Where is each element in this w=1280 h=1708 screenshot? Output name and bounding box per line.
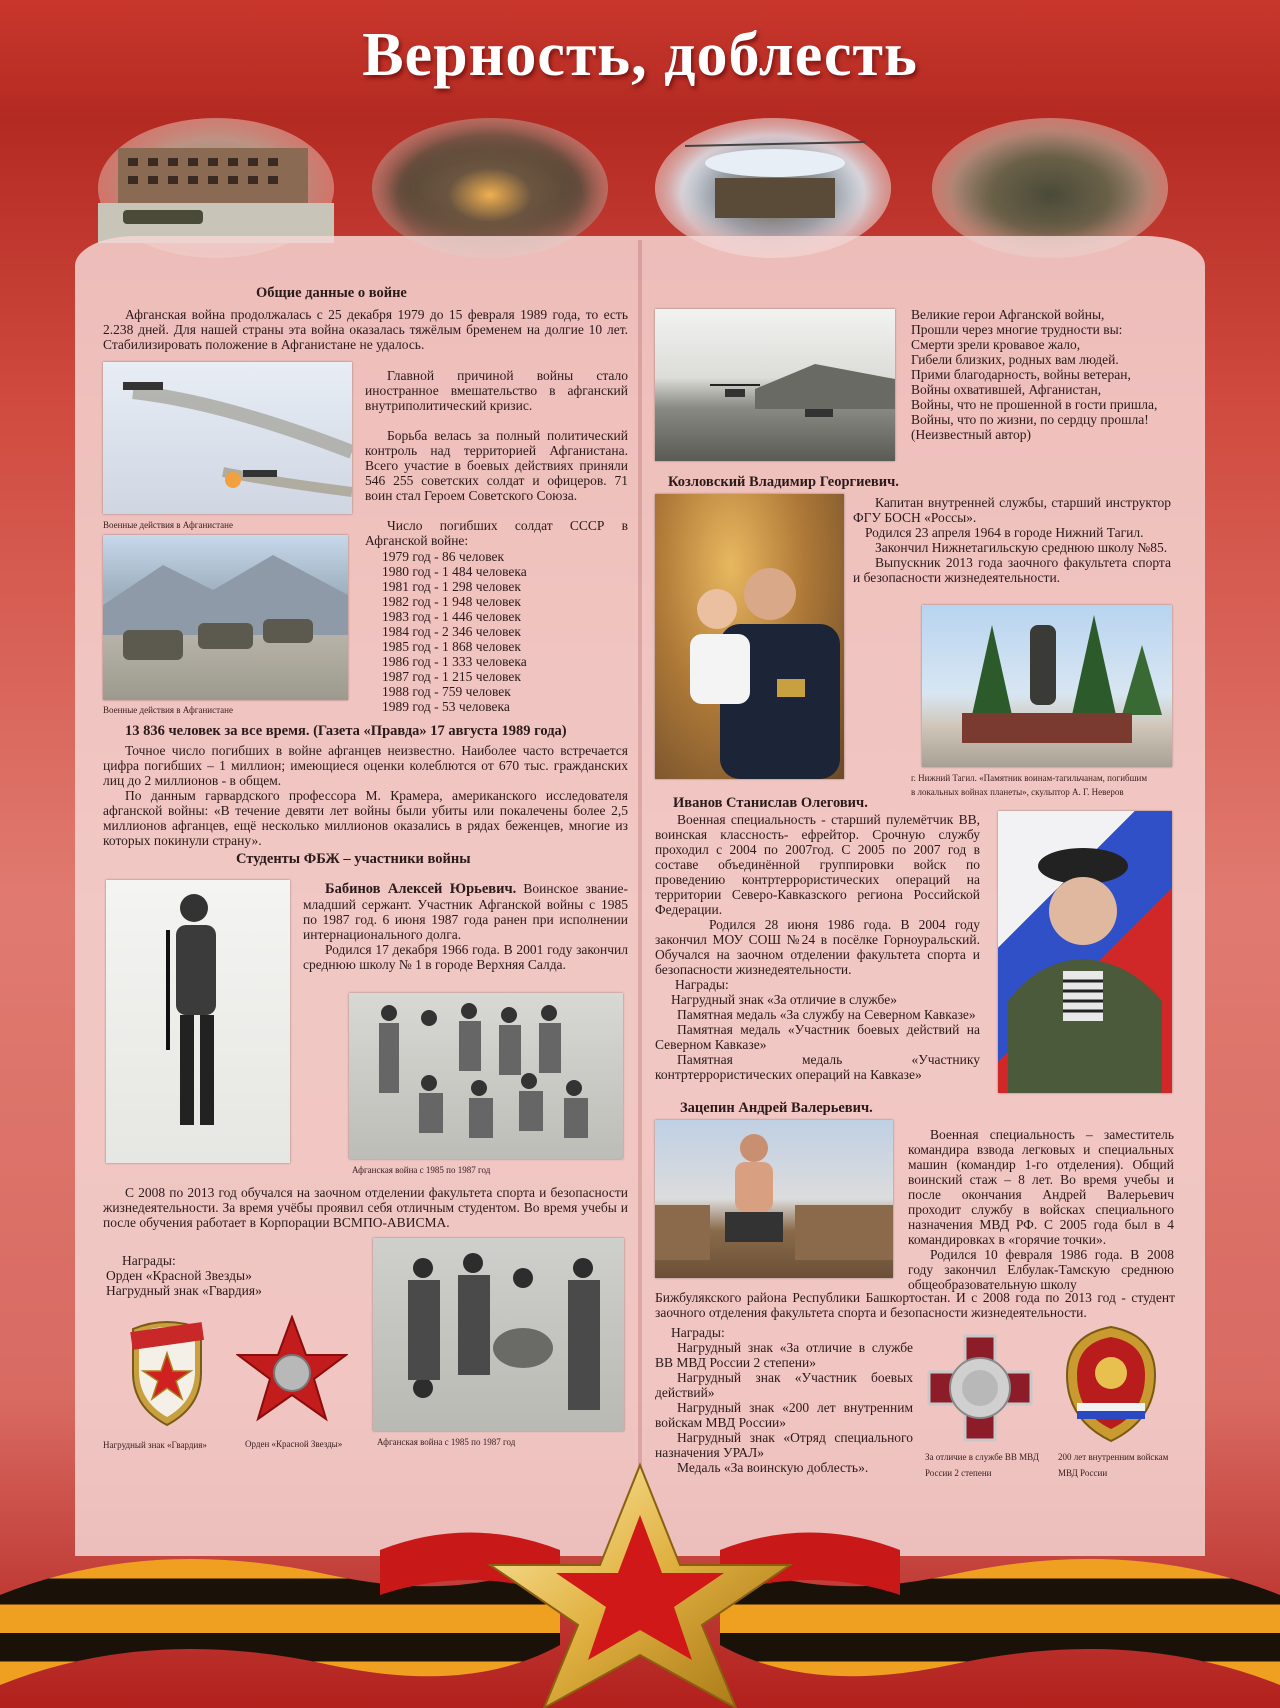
zatsepin-award-3: Нагрудный знак «200 лет внутренним войскам МВД России»	[655, 1400, 913, 1430]
babinov-block	[303, 881, 628, 972]
students-heading: Студенты ФБЖ – участники войны	[236, 851, 471, 867]
total-heading: 13 836 человек за все время. (Газета «Правда» 17 августа 1989 года)	[125, 723, 567, 739]
deaths-item: 1984 год - 2 346 человек	[382, 624, 521, 639]
deaths-item: 1979 год - 86 человек	[382, 549, 505, 564]
photo-monument	[922, 605, 1172, 767]
general-text: Афганская война продолжалась с 25 декабря 1979 до 15 февраля 1989 года, то есть 2.238 дней. Для нашей страны эта война оказалась тяжёлым бременем на долгие 10 лет. Стабилизировать положение в Афганистане не удалось.	[103, 307, 628, 352]
group2-caption: Афганская война с 1985 по 1987 год	[377, 1437, 516, 1447]
badge-star-caption: Орден «Красной Звезды»	[245, 1439, 343, 1449]
photo-ivanov	[998, 811, 1172, 1093]
st-george-ribbon-decoration	[0, 1455, 1280, 1708]
page-title: Верность, доблесть	[362, 21, 918, 89]
ivanov-text-2: Родился 28 июня 1986 года. В 2004 году закончил МОУ СОШ №24 в посёлке Горноуральский. Обучался на заочном отделении факультета спорта и безопасности жизнедеятельности.	[655, 917, 980, 977]
ivanov-text-1: Военная специальность - старший пулемётчик ВВ, воинская классность- ефрейтор. Срочную службу проходил с 2004 по 2007год. С 2005 по 2007 год в составе объединённой группировки войск по проведению контртеррористических операций на территории Северо-Кавказского региона Российской Федерации.	[655, 812, 980, 917]
zatsepin-award-2: Нагрудный знак «Участник боевых действий»	[655, 1370, 913, 1400]
deaths-item: 1981 год - 1 298 человек	[382, 579, 521, 594]
poem	[911, 307, 1191, 442]
ivanov-award-3: Памятная медаль «Участник боевых действий на Северном Кавказе»	[655, 1022, 980, 1052]
kozlovsky-text-2: Родился 23 апреля 1964 в городе Нижний Тагил.	[865, 525, 1144, 540]
red-star-order-icon	[236, 1315, 348, 1427]
babinov-text-2: Родился 17 декабря 1966 года. В 2001 году закончил среднюю школу № 1 в городе Верхняя Салда.	[303, 942, 628, 972]
group-caption: Афганская война с 1985 по 1987 год	[352, 1165, 491, 1175]
kozlovsky-text-3: Закончил Нижнетагильскую среднюю школу №85.	[875, 540, 1168, 555]
deaths-item: 1980 год - 1 484 человека	[382, 564, 527, 579]
deaths-item: 1986 год - 1 333 человека	[382, 654, 527, 669]
guard-badge-icon	[123, 1315, 211, 1427]
zatsepin-text-3: Бижбулякского района Республики Башкортостан. И с 2008 года по 2013 год - студент заочного отделения факультета спорта и безопасности жизнедеятельности.	[655, 1290, 1175, 1320]
deaths-item: 1988 год - 759 человек	[382, 684, 511, 699]
photo-babinov	[106, 880, 290, 1163]
poem-line: Войны, что по жизни, по сердцу прошла!	[911, 412, 1149, 427]
photo-zatsepin	[655, 1120, 893, 1278]
poem-line: Великие герои Афганской войны,	[911, 307, 1105, 322]
photo-group-donkey	[373, 1238, 624, 1431]
book-spine	[638, 240, 642, 1556]
deaths-item: 1985 год - 1 868 человек	[382, 639, 521, 654]
babinov-text-3: С 2008 по 2013 год обучался на заочном отделении факультета спорта и безопасности жизнедеятельности. За время учёбы проявил себя отличным студентом. Во время учебы и после обучения работает в Корпорации ВСМПО-АВИСМА.	[103, 1185, 628, 1230]
medal-1-caption-2: России 2 степени	[925, 1468, 992, 1478]
zatsepin-awards-label: Награды:	[671, 1325, 725, 1340]
poem-line: (Неизвестный автор)	[911, 427, 1031, 442]
ivanov-award-1: Нагрудный знак «За отличие в службе»	[671, 992, 897, 1007]
photo-caption-1: Военные действия в Афганистане	[103, 520, 233, 530]
zatsepin-block-1	[908, 1127, 1174, 1292]
photo-helicopters-attack	[103, 362, 352, 514]
badge-guard-caption: Нагрудный знак «Гвардия»	[103, 1440, 207, 1450]
babinov-text-1: Воинское звание- младший сержант. Участник Афганской войны с 1985 по 1987 год. 6 июня 1987 года ранен при исполнении интернационального долга.	[303, 881, 628, 942]
deaths-item: 1989 год - 53 человека	[382, 699, 510, 714]
monument-caption-1: г. Нижний Тагил. «Памятник воинам-тагильчанам, погибшим	[911, 773, 1148, 783]
ivanov-award-4: Памятная медаль «Участнику контртеррористических операций на Кавказе»	[655, 1052, 980, 1082]
medal-2-caption-2: МВД России	[1058, 1468, 1108, 1478]
photo-group-1985	[349, 993, 623, 1159]
deaths-intro: Число погибших солдат СССР в Афганской войне:	[365, 518, 628, 548]
total-text-2: По данным гарвардского профессора М. Крамера, американского исследователя афганской войны: «В течение девяти лет войны были убиты или покалечены более 2,5 миллионов афганцев, ещё несколько миллионов оказались в рядах беженцев, многие из которых покинули страну».	[103, 788, 628, 848]
anniversary-badge-icon	[1063, 1325, 1159, 1443]
cross-medal-icon	[925, 1332, 1035, 1444]
ivanov-name: Иванов Станислав Олегович.	[673, 795, 868, 811]
poem-line: Прими благодарность, войны ветеран,	[911, 367, 1131, 382]
poem-line: Смерти зрели кровавое жало,	[911, 337, 1081, 352]
award-2: Нагрудный знак «Гвардия»	[106, 1283, 262, 1298]
babinov-awards	[106, 1253, 346, 1298]
photo-armored-column	[103, 535, 348, 700]
zatsepin-award-4: Нагрудный знак «Отряд специального назначения УРАЛ»	[655, 1430, 913, 1460]
zatsepin-text-1: Военная специальность – заместитель командира взвода легковых и специальных машин (командир 1-го отделения). Общий воинский стаж – 8 лет. Во время учебы и после окончания Андрей Валерьевич проходит службу в войсках специального назначения МВД РФ. С 2005 года был в 4 командировках в «горячие точки».	[908, 1127, 1174, 1247]
kozlovsky-text-1: Капитан внутренней службы, старший инструктор ФГУ БОСН «Россы».	[853, 495, 1171, 525]
zatsepin-name: Зацепин Андрей Валерьевич.	[680, 1100, 873, 1116]
cause-text: Главной причиной войны стало иностранное вмешательство в афганский внутриполитический кризис.	[365, 368, 628, 413]
kozlovsky-block	[853, 495, 1171, 585]
zatsepin-award-5: Медаль «За воинскую доблесть».	[677, 1460, 869, 1475]
ivanov-awards-label: Награды:	[675, 977, 729, 992]
zatsepin-award-1: Нагрудный знак «За отличие в службе ВВ МВД России 2 степени»	[655, 1340, 913, 1370]
ivanov-block	[655, 812, 980, 1082]
deaths-item: 1987 год - 1 215 человек	[382, 669, 521, 684]
poem-line: Гибели близких, родных вам людей.	[911, 352, 1119, 367]
award-1: Орден «Красной Звезды»	[106, 1268, 252, 1283]
photo-helicopter-landing	[655, 309, 895, 461]
poem-line: Войны, что не прошенной в гости пришла,	[911, 397, 1158, 412]
ivanov-award-2: Памятная медаль «За службу на Северном Кавказе»	[677, 1007, 976, 1022]
deaths-item: 1982 год - 1 948 человек	[382, 594, 521, 609]
poem-line: Войны охватившей, Афганистан,	[911, 382, 1102, 397]
babinov-name: Бабинов Алексей Юрьевич.	[325, 881, 517, 897]
struggle-text: Борьба велась за полный политический контроль над территорией Афганистана. Всего участие в боевых действиях приняли 546 255 советских солдат и офицеров. 71 воин стал Героем Советского Союза.	[365, 428, 628, 503]
medal-1-caption-1: За отличие в службе ВВ МВД	[925, 1452, 1039, 1462]
awards-label: Награды:	[122, 1253, 176, 1268]
poem-line: Прошли через многие трудности вы:	[911, 322, 1123, 337]
general-heading: Общие данные о войне	[256, 285, 407, 301]
photo-caption-2: Военные действия в Афганистане	[103, 705, 233, 715]
deaths-item: 1983 год - 1 446 человек	[382, 609, 521, 624]
total-text-1: Точное число погибших в войне афганцев неизвестно. Наиболее часто встречается цифра погибших – 1 миллион; имеющиеся оценки колеблются от 670 тыс. гражданских лиц до 2 миллионов - в общем.	[103, 743, 628, 788]
monument-caption-2: в локальных войнах планеты», скульптор А. Г. Неверов	[911, 787, 1124, 797]
deaths-list	[382, 549, 622, 714]
medal-2-caption-1: 200 лет внутренним войскам	[1058, 1452, 1169, 1462]
zatsepin-awards	[655, 1325, 913, 1475]
kozlovsky-name: Козловский Владимир Георгиевич.	[668, 474, 899, 490]
photo-kozlovsky	[655, 494, 844, 779]
kozlovsky-text-4: Выпускник 2013 года заочного факультета спорта и безопасности жизнедеятельности.	[853, 555, 1171, 585]
zatsepin-text-2: Родился 10 февраля 1986 года. В 2008 году закончил Елбулак-Тамскую среднюю общеобразовательную школу	[908, 1247, 1174, 1292]
